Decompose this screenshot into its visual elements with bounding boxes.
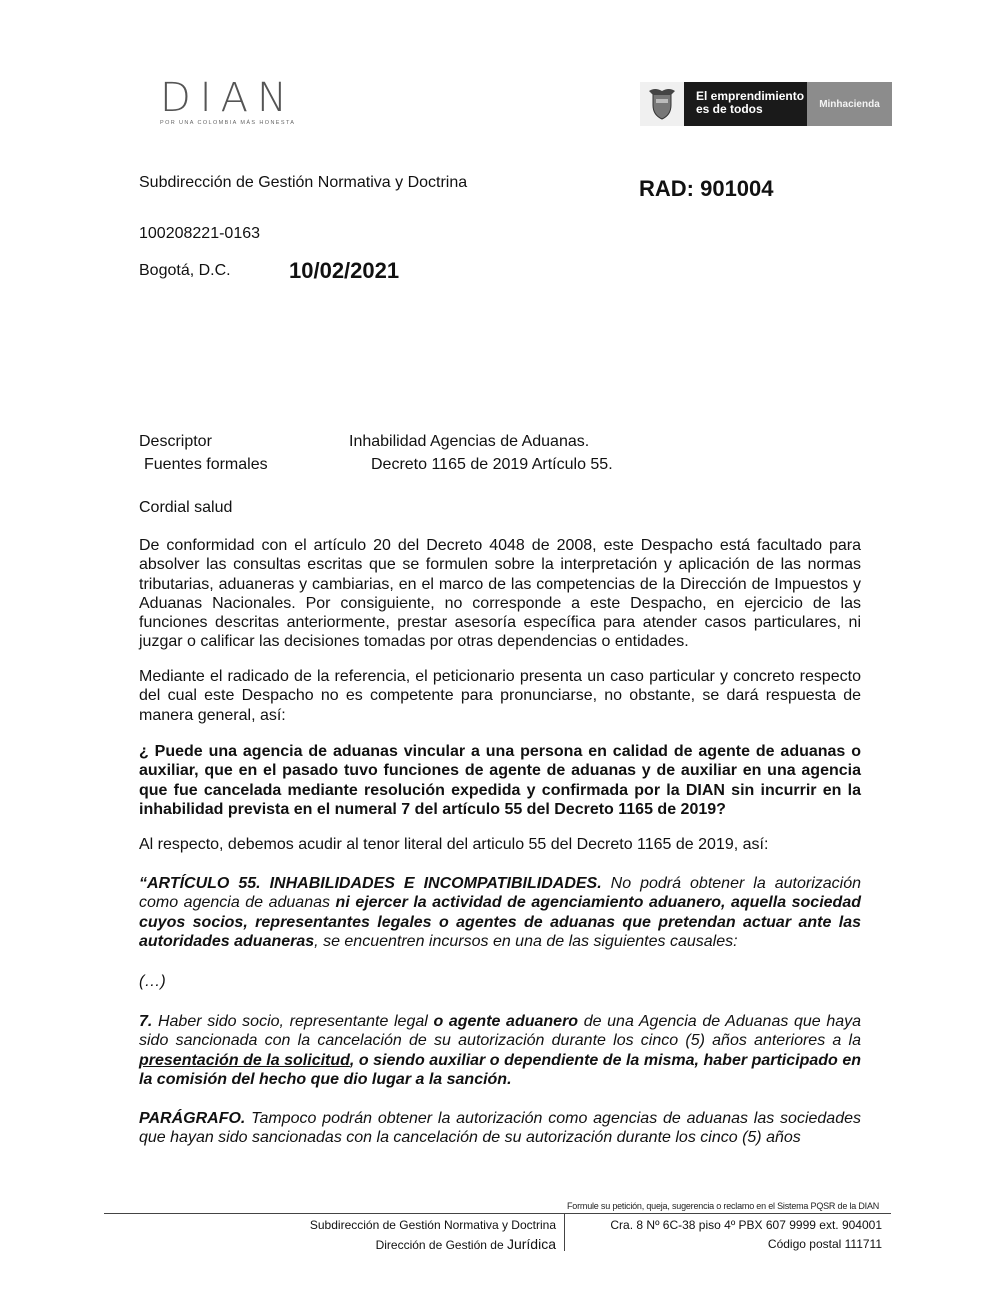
footer-postal-code: Código postal 111711	[767, 1237, 882, 1251]
dian-tagline: POR UNA COLOMBIA MÁS HONESTA	[160, 120, 296, 126]
gov-slogan	[684, 82, 807, 126]
question-text: ¿ Puede una agencia de aduanas vincular a una persona en calidad de agente de aduanas o auxiliar, que en el pasado tuvo funciones de agente de aduanas y de auxiliar en una agencia que fue cancelada mediante resolución expedida y confirmada por la DIAN sin incurrir en la inhabilidad prevista en el numeral 7 del artículo 55 del Decreto 1165 de 2019?	[139, 743, 861, 818]
article-bold-text: ni ejercer la actividad de agenciamiento aduanero, aquella sociedad cuyos socios, representantes legales o agentes de aduanas que pretendan actuar ante las autoridades aduaneras	[139, 894, 861, 950]
city: Bogotá, D.C.	[139, 262, 231, 279]
article-text-1: No podrá obtener la autorización como agencia de aduanas	[139, 875, 862, 912]
sources-label: Fuentes formales	[144, 456, 268, 473]
question	[139, 742, 861, 819]
government-logo	[640, 82, 892, 126]
dian-logo	[160, 75, 330, 130]
numeral-7-text	[139, 1012, 861, 1089]
office-name: Subdirección de Gestión Normativa y Doctrina	[139, 174, 468, 191]
numeral-7-text-1: Haber sido socio, representante legal	[152, 1013, 434, 1030]
footer-address	[572, 1216, 882, 1254]
numeral-7-bold-2: , o siendo auxiliar o dependiente de la misma, haber participado en la comisión del hecho que dio lugar a la sanción.	[139, 1051, 861, 1088]
dian-wordmark: DIAN	[160, 75, 296, 121]
paragrafo-label: PARÁGRAFO.	[139, 1110, 246, 1127]
numeral-7-bold-1: o agente aduanero	[433, 1013, 579, 1030]
descriptor-label: Descriptor	[139, 433, 212, 450]
paragraph-request-text: Mediante el radicado de la referencia, el peticionario presenta un caso particular y concreto respecto del cual este Despacho no es competente para pronunciarse, no obstante, se dará respuesta de manera general, así:	[139, 668, 861, 724]
paragraph-request	[139, 667, 861, 725]
paragrafo	[139, 1109, 861, 1148]
document-date: 10/02/2021	[289, 258, 400, 283]
paragraph-competence-text: De conformidad con el artículo 20 del Decreto 4048 de 2008, este Despacho está facultado para absolver las consultas escritas que se formulen sobre la interpretación y aplicación de las normas tributarias, aduaneras y cambiarias, en el marco de las competencias de la Dirección de Impuestos y Aduanas Nacionales. Por consiguiente, no corresponde a este Despacho, en ejercicio de las funciones descritas anteriormente, prestar asesoría específica para atender casos particulares, ni juzgar o calificar las decisiones tomadas por otras dependencias o entidades.	[139, 537, 861, 651]
footer-office-line2b: Jurídica	[506, 1236, 556, 1252]
ellipsis-text: (…)	[139, 973, 166, 990]
paragraph-intro-article	[139, 835, 861, 854]
footer-office-line2	[200, 1235, 556, 1255]
descriptor-value: Inhabilidad Agencias de Aduanas.	[349, 433, 590, 450]
article-quote	[139, 874, 861, 951]
paragrafo-body: Tampoco podrán obtener la autorización como agencias de aduanas las sociedades que hayan sido sancionadas con la cancelación de su autorización durante los cinco (5) años	[139, 1110, 861, 1147]
paragrafo-text	[139, 1109, 861, 1148]
sources-value: Decreto 1165 de 2019 Artículo 55.	[371, 456, 613, 473]
numeral-7	[139, 1012, 861, 1089]
numeral-7-number: 7.	[139, 1013, 153, 1030]
rad-number: RAD: 901004	[639, 176, 774, 201]
footer-office-line2a: Dirección de Gestión de	[375, 1238, 507, 1252]
gov-slogan-line2: es de todos	[696, 102, 763, 116]
article-text-2: , se encuentren incursos en una de las siguientes causales:	[314, 932, 738, 950]
article-quote-text	[139, 874, 861, 951]
numeral-7-underlined: presentación de la solicitud	[139, 1051, 350, 1069]
footer-address-line1: Cra. 8 Nº 6C-38 piso 4º PBX 607 9999 ext. 904001	[610, 1218, 882, 1232]
gov-slogan-line1: El emprendimiento	[696, 89, 805, 103]
article-title: “ARTÍCULO 55. INHABILIDADES E INCOMPATIBILIDADES.	[139, 875, 602, 892]
reference-number: 100208221-0163	[139, 225, 261, 242]
footer-office	[200, 1216, 556, 1255]
paragraph-competence	[139, 536, 861, 652]
numeral-7-text-2: de una Agencia de Aduanas que haya sido sancionada con la cancelación de su autorización durante los cinco (5) años anteriores a la	[139, 1013, 862, 1050]
footer-pqsr-note: Formule su petición, queja, sugerencia o reclamo en el Sistema PQSR de la DIAN	[567, 1201, 880, 1211]
footer-divider	[104, 1213, 891, 1214]
paragraph-intro-article-text: Al respecto, debemos acudir al tenor literal del articulo 55 del Decreto 1165 de 2019, así:	[139, 836, 769, 853]
ellipsis	[139, 972, 861, 991]
ministry-label: Minhacienda	[807, 82, 892, 126]
greeting: Cordial salud	[139, 499, 233, 516]
footer-office-line1: Subdirección de Gestión Normativa y Doctrina	[309, 1218, 556, 1232]
footer-vertical-divider	[564, 1214, 565, 1251]
coat-of-arms-icon	[640, 82, 684, 126]
